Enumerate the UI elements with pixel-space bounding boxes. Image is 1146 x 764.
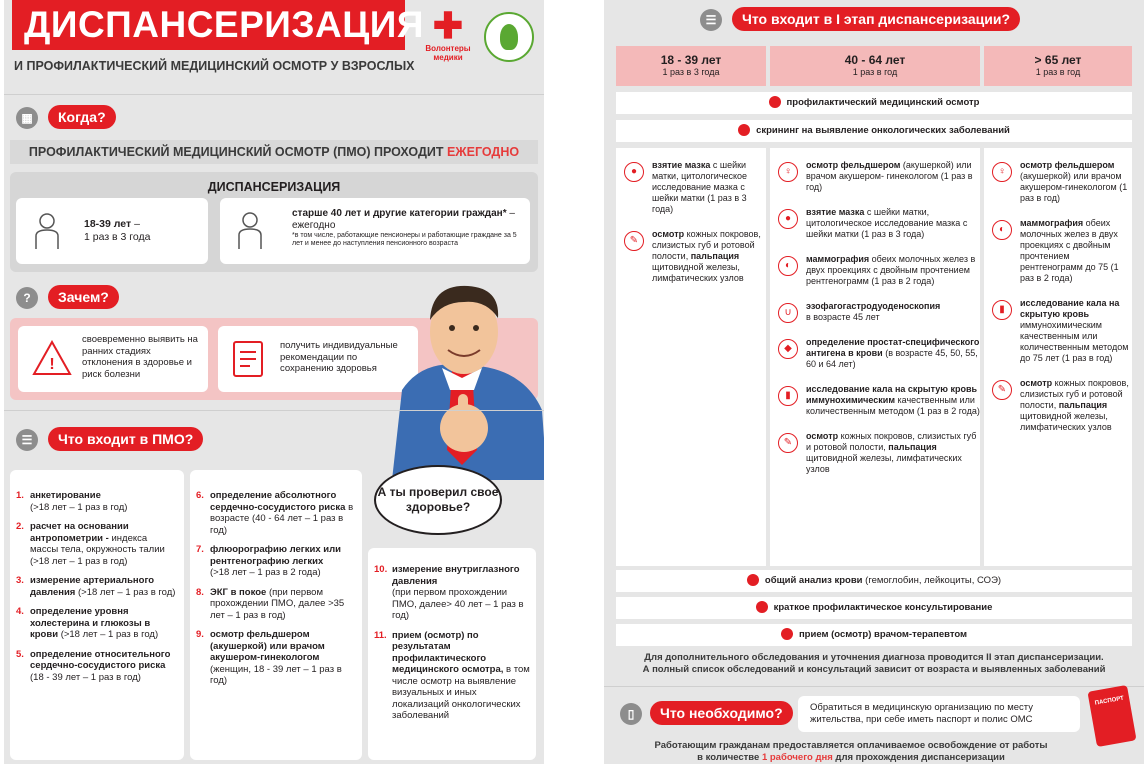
- pmo-item-num: 3.: [16, 575, 24, 586]
- row-consulting: [616, 597, 1132, 619]
- pmo-item-note: в возрасте (40 - 64 лет – 1 раз в год): [210, 501, 354, 536]
- pmo-item-note: (>18 лет – 1 раз в год): [60, 629, 159, 640]
- exam-item-bold: взятие мазка: [806, 207, 865, 217]
- pmo-item: [374, 630, 532, 722]
- pmo-item-title: измерение артериального давления: [30, 575, 155, 598]
- work-leave-days: 1 рабочего дня: [761, 752, 833, 763]
- divider: [604, 686, 1144, 687]
- age-col-header: [770, 46, 980, 86]
- doctor-icon: [781, 628, 793, 640]
- row-oncology-text: скрининг на выявление онкологических заболеваний: [756, 125, 1010, 136]
- pmo-item: [16, 521, 176, 567]
- pmo-item-note: (18 - 39 лет – 1 раз в год): [30, 671, 141, 683]
- exam-item-bold-2: пальпация: [888, 442, 937, 452]
- dispensary-title: ДИСПАНСЕРИЗАЦИЯ: [207, 180, 341, 194]
- exam-item-text: кожных покровов, слизистых губ и ротовой полости,: [652, 229, 761, 261]
- gyn-chair-icon: ♀: [992, 162, 1012, 182]
- exam-item-text: кожных покровов, слизистых губ и ротовой полости,: [806, 431, 977, 452]
- exam-item: [770, 337, 980, 370]
- senior-person-icon: [236, 210, 264, 250]
- work-leave-line-1: Работающим гражданам предоставляется оплачиваемое освобождение от работы: [654, 740, 1048, 751]
- row-consulting-text: краткое профилактическое консультирование: [773, 602, 993, 613]
- smear-icon: ●: [778, 209, 798, 229]
- pmo-frequency-text: ПРОФИЛАКТИЧЕСКИЙ МЕДИЦИНСКИЙ ОСМОТР (ПМО) ПРОХОДИТ: [28, 145, 444, 159]
- col-18-39: [616, 148, 766, 566]
- checklist-icon: ☰: [700, 9, 722, 31]
- divider: [4, 410, 544, 411]
- pmo-frequency-emphasis: ЕЖЕГОДНО: [446, 145, 520, 159]
- work-leave-note: [616, 740, 1086, 764]
- age-card-40-footnote: *в том числе, работающие пенсионеры и работающие граждане за 5 лет и менее до наступления пенсионного возраста: [292, 232, 517, 247]
- exam-item-bold: маммография: [1020, 218, 1084, 228]
- exam-item: [770, 254, 980, 287]
- poster-subtitle: И ПРОФИЛАКТИЧЕСКИЙ МЕДИЦИНСКИЙ ОСМОТР У ВЗРОСЛЫХ: [14, 59, 415, 73]
- gyn-chair-icon: ♀: [778, 162, 798, 182]
- pmo-item-title: флюорографию легких или рентгенографию легких: [210, 544, 341, 567]
- exam-item-bold: осмотр фельдшером: [806, 160, 901, 170]
- exam-item-bold: осмотр: [652, 229, 685, 239]
- pmo-item-title: определение абсолютного сердечно-сосудистого риска: [210, 490, 346, 513]
- exam-item-bold: взятие мазка: [652, 160, 711, 170]
- exam-item: [616, 229, 766, 284]
- exam-item-bold-2: пальпация: [1058, 400, 1108, 410]
- pmo-item-note: (>18 лет – 1 раз в год): [77, 586, 176, 598]
- exam-item-bold: исследование кала на скрытую кровь иммунохимическим: [806, 384, 978, 405]
- pmo-item-note: в том числе осмотр на выявление визуальных и иных локализаций онкологических заболеваний: [392, 664, 530, 721]
- poster-title: ДИСПАНСЕРИЗАЦИЯ: [12, 0, 405, 50]
- age-card-40-rest: – ежегодно: [292, 208, 515, 231]
- exam-item-text: с шейки матки, цитологическое исследование мазка с шейки матки (1 раз в 3 года): [806, 207, 968, 239]
- row-oncology-screening: [616, 120, 1132, 142]
- exam-item: [984, 298, 1132, 364]
- exam-item-bold: маммография: [806, 254, 870, 264]
- row-blood-note: (гемоглобин, лейкоциты, СОЭ): [862, 575, 1002, 586]
- divider: [4, 94, 544, 95]
- exam-item-text: иммунохимическим качественным или количественным методом до 75 лет (1 раз в год): [1020, 320, 1129, 363]
- blood-drop-icon: ◆: [778, 339, 798, 359]
- age-card-18-39-dash: –: [131, 218, 140, 230]
- pmo-list-1: [16, 490, 176, 691]
- pmo-item-note: (>18 лет – 1 раз в 2 года): [210, 567, 321, 578]
- exam-item: [770, 384, 980, 417]
- stage-one-label: Что входит в I этап диспансеризации?: [732, 7, 1020, 31]
- age-col-freq: 1 раз в 3 года: [662, 67, 720, 77]
- row-therapist: [616, 624, 1132, 646]
- pmo-item: [16, 490, 176, 513]
- pmo-item-num: 2.: [16, 521, 24, 532]
- question-icon: ?: [16, 287, 38, 309]
- pmo-item-num: 1.: [16, 490, 24, 501]
- pmo-item: [196, 490, 356, 536]
- pmo-frequency-bar: [10, 140, 538, 164]
- exam-item: [770, 207, 980, 240]
- test-tubes-icon: ▮: [778, 386, 798, 406]
- blood-test-icon: [747, 574, 759, 586]
- age-col-age: > 65 лет: [1034, 53, 1082, 67]
- work-leave-post: для прохождения диспансеризации: [835, 752, 1005, 763]
- age-card-18-39-rest: 1 раз в 3 года: [84, 231, 151, 243]
- svg-text:!: !: [49, 356, 55, 373]
- pmo-item: [196, 629, 356, 687]
- mammography-icon: ◐: [992, 220, 1012, 240]
- age-card-18-39-bold: 18-39 лет: [84, 218, 132, 230]
- exam-item-bold: исследование кала на скрытую кровь: [1020, 298, 1120, 319]
- col-40-64: [770, 148, 980, 566]
- stage-two-note-1: Для дополнительного обследования и уточнения диагноза проводится II этап диспансеризации.: [644, 652, 1104, 663]
- smear-icon: ●: [624, 162, 644, 182]
- exam-item-text: обеих молочных желез в двух проекциях с двойным прочтением рентгенограмм до 75 (1 раз в 2 года): [1020, 218, 1119, 283]
- calendar-icon: ▦: [16, 107, 38, 129]
- pmo-item-note: (>18 лет – 1 раз в год): [30, 501, 128, 513]
- work-leave-pre: в количестве: [697, 752, 760, 763]
- pmo-item: [196, 587, 356, 622]
- pmo-item: [16, 649, 176, 684]
- exam-item-bold-2: пальпация: [690, 251, 740, 261]
- chat-icon: [756, 601, 768, 613]
- pmo-item: [16, 606, 176, 641]
- exam-item-bold: осмотр: [806, 431, 839, 441]
- volunteers-logo: [424, 5, 472, 68]
- row-blood-text: общий анализ крови: [764, 575, 863, 586]
- warning-icon: [32, 340, 72, 381]
- doctor-icon: [769, 96, 781, 108]
- age-col-header: [616, 46, 766, 86]
- screening-icon: [738, 124, 750, 136]
- exam-item: [616, 160, 766, 215]
- pmo-item-num: 7.: [196, 544, 204, 555]
- pmo-item-num: 6.: [196, 490, 204, 501]
- skin-exam-icon: ✎: [624, 231, 644, 251]
- why-label: Зачем?: [48, 285, 119, 309]
- pmo-item-num: 11.: [374, 629, 387, 641]
- exam-item-text: в возрасте 45 лет: [806, 312, 880, 322]
- pmo-item-note: (при первом прохождении ПМО, далее >35 лет – 1 раз в год): [210, 586, 345, 621]
- exam-item-text-2: щитовидной железы, лимфатических узлов: [806, 453, 962, 474]
- age-col-age: 18 - 39 лет: [660, 53, 722, 67]
- stage-two-note: [616, 652, 1132, 676]
- right-poster: [604, 0, 1144, 764]
- age-card-40-plus: [220, 198, 530, 264]
- checklist-icon: ☰: [16, 429, 38, 451]
- pmo-item-title: прием (осмотр) по результатам профилактического медицинского осмотра,: [392, 629, 504, 675]
- exam-item-text: кожных покровов, слизистых губ и ротовой полости,: [1020, 378, 1129, 410]
- stage-two-note-2: А полный список обследований и консультаций зависит от возраста и выявленных заболеваний: [642, 664, 1106, 675]
- pmo-item-title: ЭКГ в покое: [210, 586, 267, 598]
- work-leave-line-2: [616, 752, 1086, 764]
- need-label: Что необходимо?: [650, 701, 793, 725]
- when-label: Когда?: [48, 105, 116, 129]
- exam-item-text: (акушеркой) или врачом акушером- гинекологом (1 раз в год): [806, 160, 973, 192]
- pmo-item: [16, 575, 176, 598]
- exam-item-text-2: щитовидной железы, лимфатических узлов: [1020, 411, 1112, 432]
- stomach-icon: ∪: [778, 303, 798, 323]
- skin-exam-icon: ✎: [778, 433, 798, 453]
- age-col-header: [984, 46, 1132, 86]
- exam-item-text-2: щитовидной железы, лимфатических узлов: [652, 262, 744, 283]
- exam-item-text: обеих молочных желез в двух проекциях с двойным прочтением рентгенограмм (1 раз в 2 года): [806, 254, 976, 286]
- pointing-man-illustration: [382, 270, 544, 480]
- skin-exam-icon: ✎: [992, 380, 1012, 400]
- person-icon: [34, 212, 60, 250]
- pmo-item-note: индекса массы тела, окружность талии (>18 лет – 1 раз в год): [30, 532, 165, 567]
- pmo-item-note: (женщин, 18 - 39 лет – 1 раз в год): [210, 663, 342, 686]
- pmo-item-title: осмотр фельдшером (акушеркой) или врачом акушером-гинекологом: [210, 629, 325, 663]
- row-pmo-text: профилактический медицинский осмотр: [786, 97, 980, 108]
- pmo-item-num: 10.: [374, 564, 388, 575]
- pmo-item-num: 9.: [196, 629, 204, 640]
- row-pmo: [616, 92, 1132, 114]
- exam-item: [984, 218, 1132, 284]
- pmo-item-title: расчет на основании антропометрии -: [30, 521, 129, 544]
- pmo-item-title: определение уровня холестерина и глюкозы в крови: [30, 606, 151, 640]
- age-col-freq: 1 раз в год: [852, 67, 898, 77]
- test-tubes-icon: ▮: [992, 300, 1012, 320]
- pmo-item-num: 5.: [16, 648, 24, 660]
- row-blood-test: [616, 570, 1132, 592]
- exam-item-text: (в возрасте 45, 50, 55, 60 и 64 лет): [806, 348, 978, 369]
- pmo-item-num: 4.: [16, 606, 24, 617]
- exam-item-bold: определение простат-специфического антигена в крови: [806, 337, 980, 358]
- passport-icon: ПАСПОРТ: [1087, 685, 1136, 747]
- speech-bubble: А ты проверил свое здоровье?: [374, 465, 502, 535]
- mammography-icon: ◐: [778, 256, 798, 276]
- row-therapist-text: прием (осмотр) врачом-терапевтом: [798, 629, 968, 640]
- why-card-early-detection: [18, 326, 208, 392]
- pmo-list-2: [196, 490, 356, 695]
- age-col-age: 40 - 64 лет: [844, 53, 906, 67]
- exam-item-bold: осмотр фельдшером: [1020, 160, 1115, 170]
- need-card: Обратиться в медицинскую организацию по месту жительства, при себе иметь паспорт и полис ОМС: [798, 696, 1080, 732]
- age-card-40-bold: старше 40 лет и другие категории граждан*: [292, 208, 507, 219]
- why-card-2-text: получить индивидуальные рекомендации по сохранению здоровья: [280, 340, 398, 374]
- exam-item-bold: осмотр: [1020, 378, 1053, 388]
- col-65-plus: [984, 148, 1132, 566]
- exam-item-bold: эзофагогастродуоденоскопия: [806, 301, 941, 311]
- prevention-logo-icon: [484, 12, 534, 62]
- clipboard-icon: [232, 338, 266, 383]
- exam-item-text: с шейки матки, цитологическое исследование мазка с шейки матки (1 раз в 3 года): [652, 160, 748, 214]
- pmo-item-note: (при первом прохождении ПМО, далее> 40 лет – 1 раз в год): [392, 587, 524, 621]
- pmo-item: [196, 544, 356, 579]
- exam-item-text: качественным или количественным методом (1 раз в 2 года): [806, 395, 980, 416]
- left-poster: [4, 0, 544, 764]
- exam-item-text: (акушеркой) или врачом акушером-гинекологом (1 раз в год): [1020, 171, 1128, 203]
- pmo-list-3: [374, 564, 532, 730]
- pmo-label: Что входит в ПМО?: [48, 427, 203, 451]
- pmo-item-title: измерение внутриглазного давления: [392, 564, 520, 587]
- age-card-18-39: [16, 198, 208, 264]
- pmo-item: [374, 564, 532, 622]
- volunteers-logo-text: Волонтеры медики: [425, 44, 471, 62]
- exam-item: [770, 160, 980, 193]
- why-card-1-text: своевременно выявить на ранних стадиях отклонения в здоровье и риск болезни: [82, 334, 198, 380]
- exam-item: [984, 160, 1132, 204]
- pmo-item-title: анкетирование: [30, 490, 101, 501]
- plus-logo-icon: ✚: [432, 5, 464, 46]
- age-col-freq: 1 раз в год: [1035, 67, 1081, 77]
- exam-item: [770, 301, 980, 323]
- exam-item: [984, 378, 1132, 433]
- exam-item: [770, 431, 980, 475]
- phone-icon: ▯: [620, 703, 642, 725]
- pmo-item-num: 8.: [196, 586, 204, 598]
- pmo-item-title: определение относительного сердечно-сосудистого риска: [30, 648, 171, 671]
